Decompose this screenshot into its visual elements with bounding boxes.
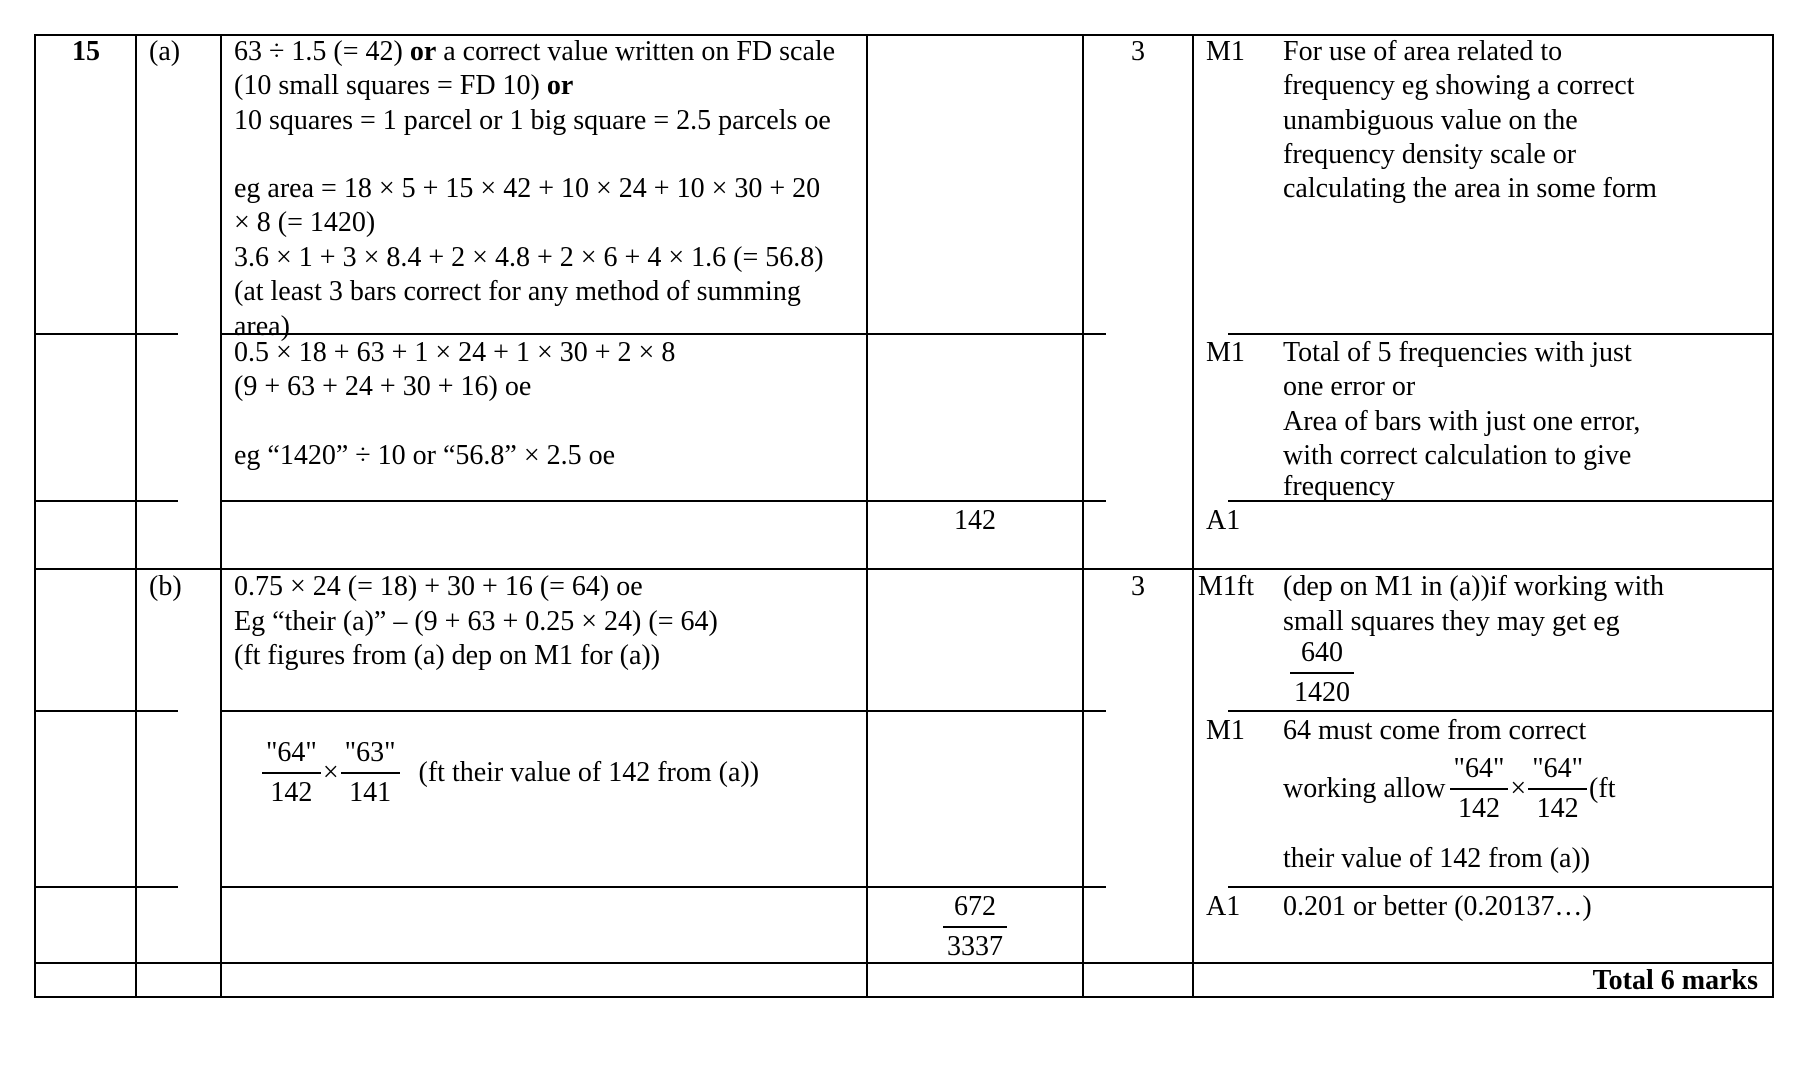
fraction-numerator: 640 [1290,634,1354,674]
part-b-answer [868,888,1082,966]
times-sign: × [322,756,339,788]
part-label-a: (a) [149,36,181,67]
note-line: 64 must come from correct [1283,715,1587,746]
column-divider [1082,34,1084,998]
example-fraction [1290,634,1354,712]
note-line: one error or [1283,371,1416,402]
mark-scheme-table [34,34,1774,1038]
part-b-row3-mark: A1 [1206,891,1241,922]
part-a-row2-mark: M1 [1206,337,1245,368]
note-line: small squares they may get eg [1283,606,1620,637]
fraction-numerator: "64" [1528,750,1587,790]
working-line: (ft figures from (a) dep on M1 for (a)) [234,640,661,671]
part-a-row1-mark: M1 [1206,36,1245,67]
working-line: (10 small squares = FD 10) or [234,70,574,101]
row-divider [34,710,178,712]
working-line: Eg “their (a)” – (9 + 63 + 0.25 × 24) (= 64) [234,606,718,637]
question-number: 15 [72,36,100,67]
note-line: frequency eg showing a correct [1283,70,1635,101]
working-line: (9 + 63 + 24 + 30 + 16) oe [234,371,532,402]
working-note: (ft their value of 142 from (a)) [418,756,760,788]
note-text: (ft [1589,772,1616,804]
note-line: Area of bars with just one error, [1283,406,1641,437]
note-line: unambiguous value on the [1283,105,1578,136]
note-line [1283,750,1617,828]
working-line: 0.75 × 24 (= 18) + 30 + 16 (= 64) oe [234,571,643,602]
working-line: 0.5 × 18 + 63 + 1 × 24 + 1 × 30 + 2 × 8 [234,337,676,368]
fraction-denominator: 141 [349,777,392,808]
fraction-numerator: "64" [1450,750,1509,790]
fraction-numerator: "63" [341,734,400,774]
note-text: working allow [1283,772,1446,804]
note-line: with correct calculation to give [1283,440,1632,471]
part-b-row2-mark: M1 [1206,715,1245,746]
fraction-denominator: 3337 [947,931,1003,962]
working-line: 3.6 × 1 + 3 × 8.4 + 2 × 4.8 + 2 × 6 + 4 × 1.6 (= 56.8) [234,242,824,273]
part-a-row3-mark: A1 [1206,505,1241,536]
note-line: their value of 142 from (a)) [1283,843,1591,874]
fraction-numerator: 672 [943,888,1007,928]
table-border-left [34,34,36,998]
working-line: × 8 (= 1420) [234,207,376,238]
part-a-answer: 142 [954,505,996,536]
note-line: Total of 5 frequencies with just [1283,337,1632,368]
fraction-denominator: 142 [270,777,313,808]
times-sign: × [1510,772,1527,804]
part-b-row2-working [262,734,761,812]
row-divider [1228,333,1774,335]
note-line: calculating the area in some form [1283,173,1657,204]
note-line: (dep on M1 in (a))if working with [1283,571,1665,602]
column-divider [1192,34,1194,998]
fraction-numerator: "64" [262,734,321,774]
table-border-right [1772,34,1774,998]
part-b-row1-mark: M1ft [1198,571,1254,602]
row-divider [34,886,178,888]
column-divider [135,34,137,998]
row-divider [34,500,178,502]
working-line: (at least 3 bars correct for any method of summing [234,276,801,307]
fraction-denominator: 142 [1536,793,1579,824]
working-line: eg “1420” ÷ 10 or “56.8” × 2.5 oe [234,440,616,471]
row-divider [222,500,1106,502]
part-b-marks: 3 [1131,571,1145,602]
part-b-row3-note: 0.201 or better (0.20137…) [1283,891,1592,922]
total-marks: Total 6 marks [1592,965,1758,996]
working-line: 10 squares = 1 parcel or 1 big square = 2.5 parcels oe [234,105,831,136]
note-line: For use of area related to [1283,36,1563,67]
working-line: eg area = 18 × 5 + 15 × 42 + 10 × 24 + 10 × 30 + 20 [234,173,821,204]
note-line: frequency [1283,471,1395,502]
row-divider [1228,886,1774,888]
fraction-denominator: 1420 [1294,677,1350,708]
row-divider [222,333,1106,335]
column-divider [220,34,222,998]
part-label-b: (b) [149,571,182,602]
fraction-denominator: 142 [1457,793,1500,824]
row-divider [222,710,1106,712]
working-line: 63 ÷ 1.5 (= 42) or a correct value written on FD scale [234,36,836,67]
part-a-marks: 3 [1131,36,1145,67]
note-line: frequency density scale or [1283,139,1577,170]
working-line: area) [234,311,290,342]
row-divider [34,333,178,335]
